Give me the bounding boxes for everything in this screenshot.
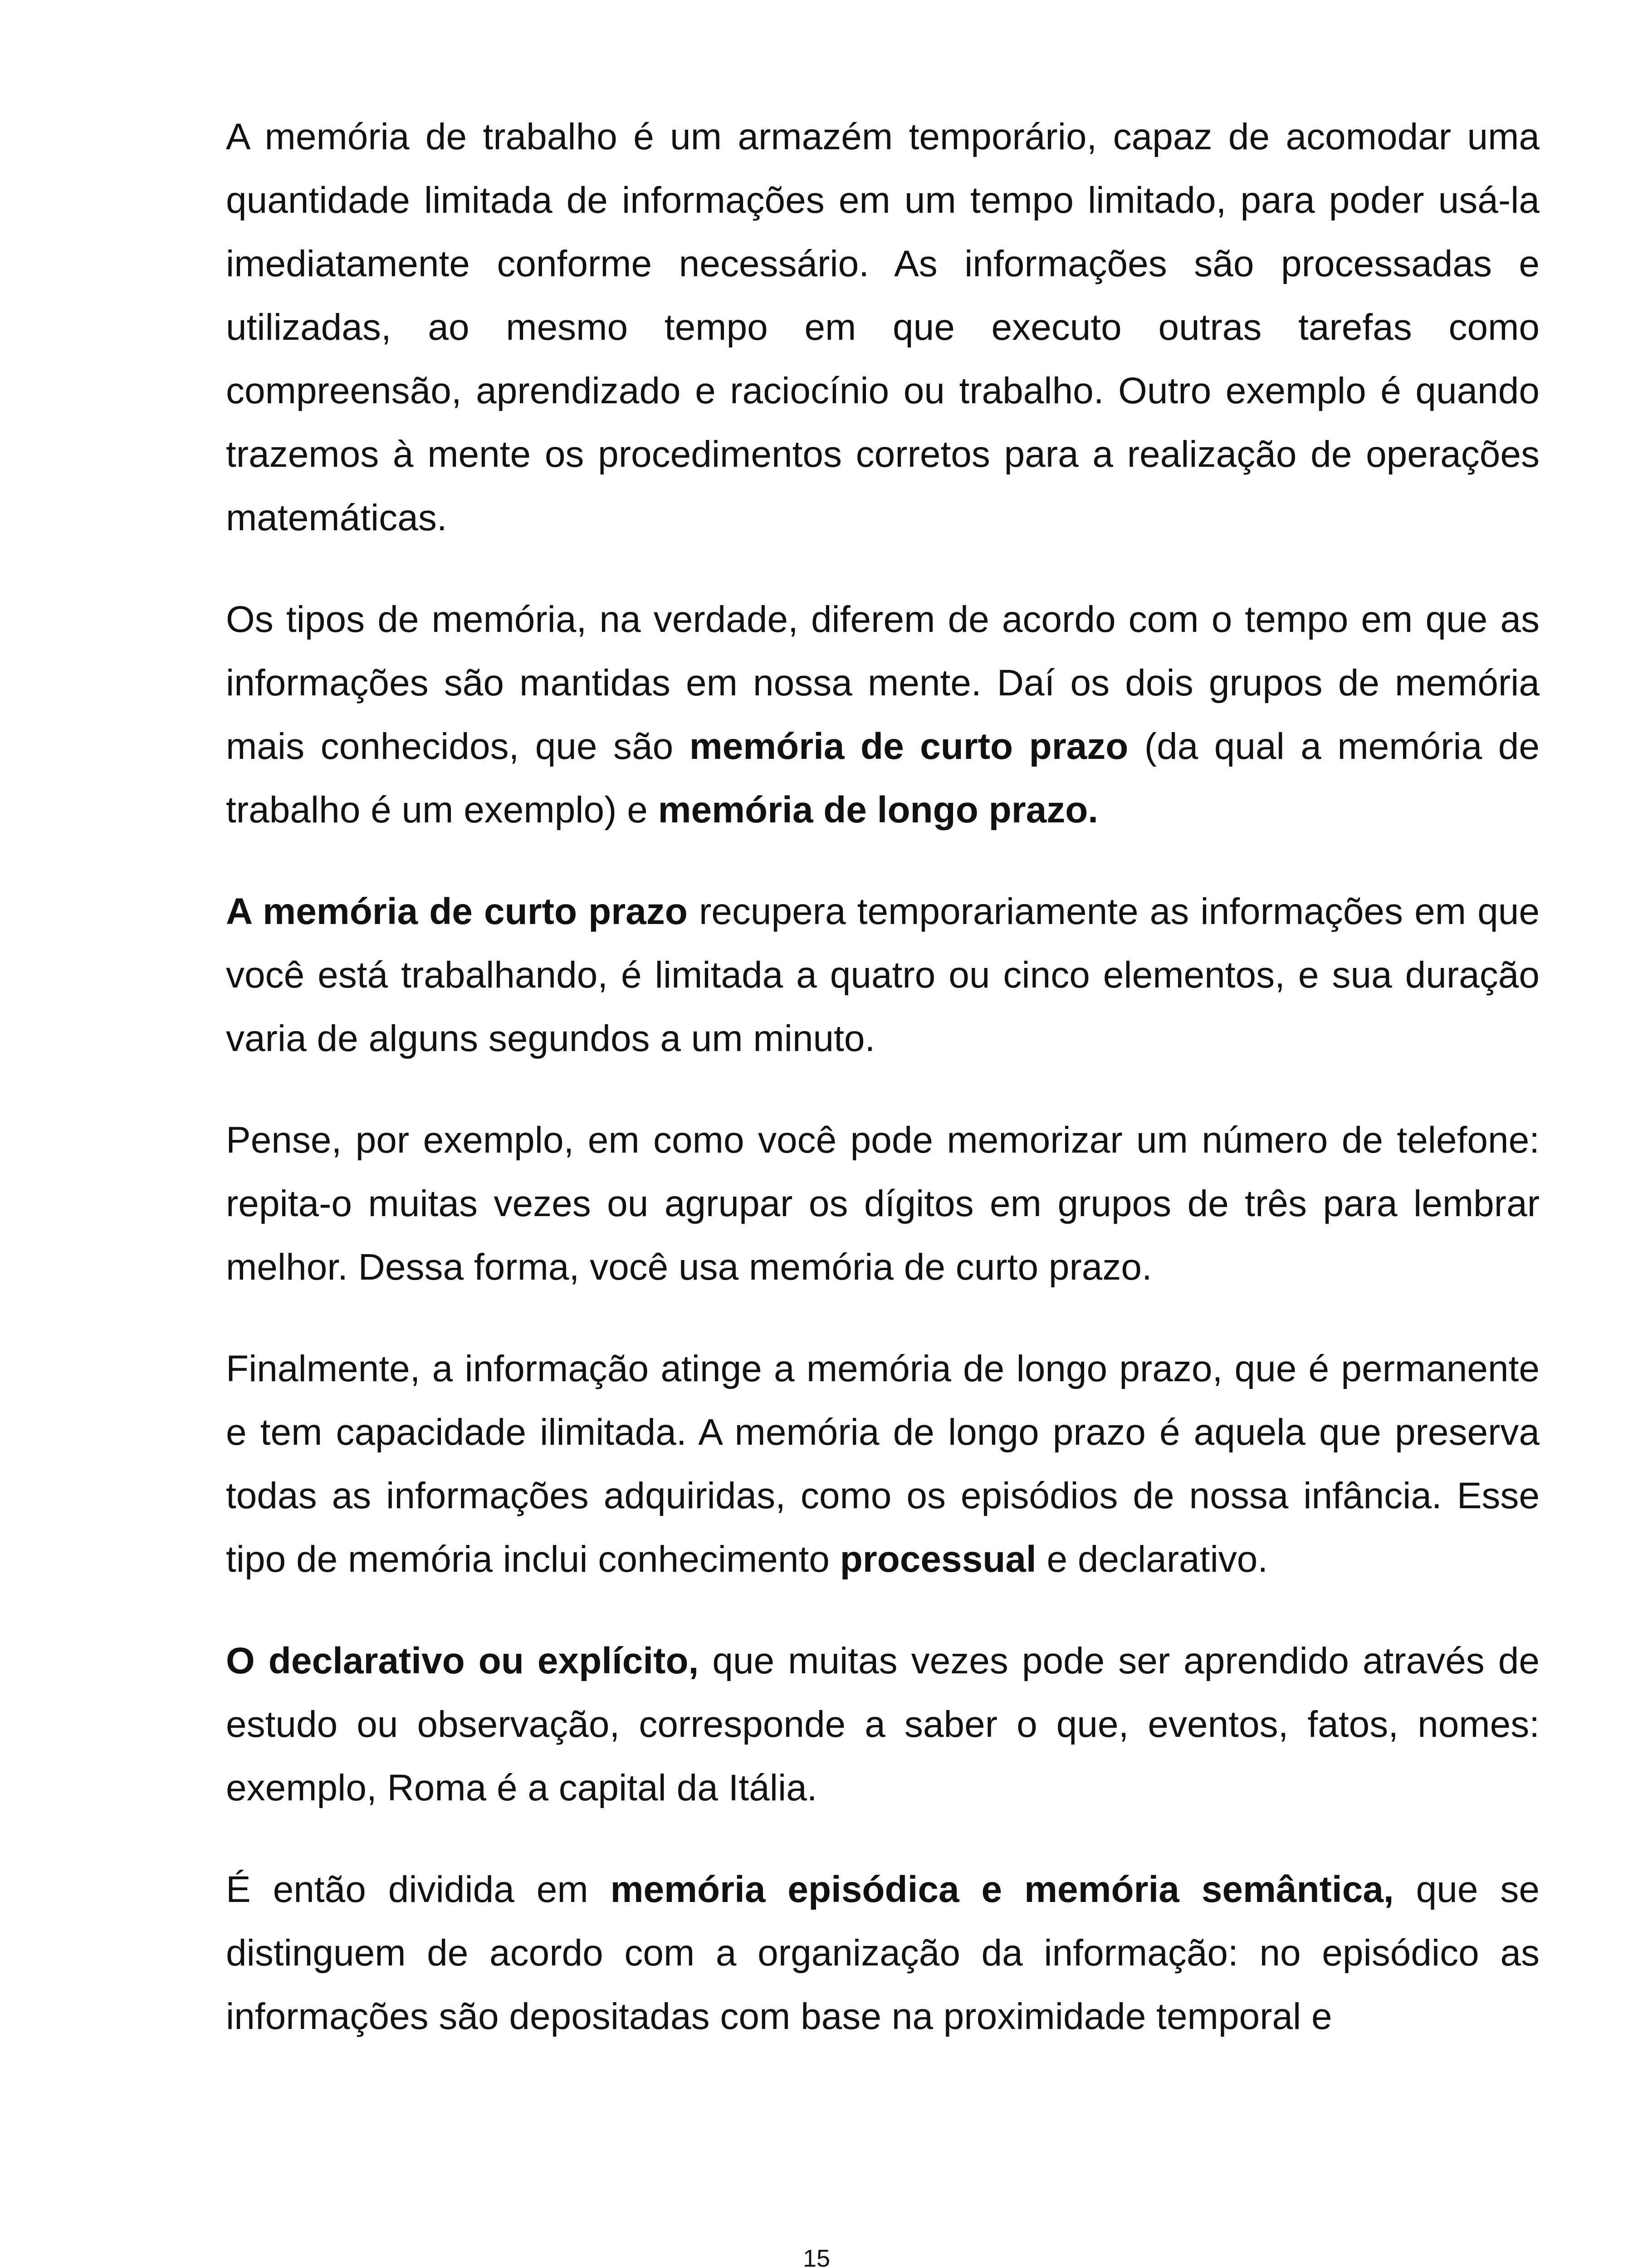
paragraph-working-memory xyxy=(226,105,1540,550)
text-run: (da qual a memória de trabalho é um exemplo) e xyxy=(226,726,1540,831)
text-run: e declarativo. xyxy=(1036,1539,1268,1580)
bold-term-declarative: O declarativo ou explícito, xyxy=(226,1640,699,1681)
text-run: A memória de trabalho é um armazém temporário, capaz de acomodar uma quantidade limitada de informações em um tempo limitado, para poder usá-la imediatamente conforme necessário. As informações são processadas e utilizadas, ao mesmo tempo em que executo outras tarefas como compreensão, aprendizado e raciocínio ou trabalho. Outro exemplo é quando trazemos à mente os procedimentos corretos para a realização de operações matemáticas. xyxy=(226,116,1540,538)
body-text xyxy=(226,105,1540,2048)
paragraph-declarative xyxy=(226,1629,1540,1820)
text-run: Os tipos de memória, na verdade, diferem de acordo com o tempo em que as informações são mantidas em nossa mente. Daí os dois grupos de memória mais conhecidos, que são xyxy=(226,599,1540,767)
paragraph-memory-types xyxy=(226,588,1540,842)
paragraph-phone-example xyxy=(226,1109,1540,1299)
text-run: Pense, por exemplo, em como você pode memorizar um número de telefone: repita-o muitas vezes ou agrupar os dígitos em grupos de três para lembrar melhor. Dessa forma, você usa memória de curto prazo. xyxy=(226,1119,1540,1288)
text-run: que se distinguem de acordo com a organização da informação: no episódico as informações são depositadas com base na proximidade temporal e xyxy=(226,1869,1540,2037)
paragraph-short-term-memory xyxy=(226,880,1540,1070)
text-run: Finalmente, a informação atinge a memória de longo prazo, que é permanente e tem capacidade ilimitada. A memória de longo prazo é aquela que preserva todas as informações adquiridas, como os episódios de nossa infância. Esse tipo de memória inclui conhecimento xyxy=(226,1348,1540,1580)
text-run: recupera temporariamente as informações em que você está trabalhando, é limitada a quatro ou cinco elementos, e sua duração varia de alguns segundos a um minuto. xyxy=(226,891,1540,1059)
text-run: É então dividida em xyxy=(226,1869,611,1910)
paragraph-long-term-memory xyxy=(226,1337,1540,1591)
page-number: 15 xyxy=(802,2245,831,2268)
bold-term-procedural: processual xyxy=(840,1539,1037,1580)
bold-term-episodic-semantic: memória episódica e memória semântica, xyxy=(610,1869,1394,1910)
bold-term-short-term-memory: memória de curto prazo xyxy=(689,726,1129,767)
text-run: que muitas vezes pode ser aprendido através de estudo ou observação, corresponde a saber o que, eventos, fatos, nomes: exemplo, Roma é a capital da Itália. xyxy=(226,1640,1540,1809)
paragraph-episodic-semantic xyxy=(226,1858,1540,2048)
bold-term-long-term-memory: memória de longo prazo. xyxy=(658,789,1099,831)
bold-term-short-term-memory: A memória de curto prazo xyxy=(226,891,688,932)
